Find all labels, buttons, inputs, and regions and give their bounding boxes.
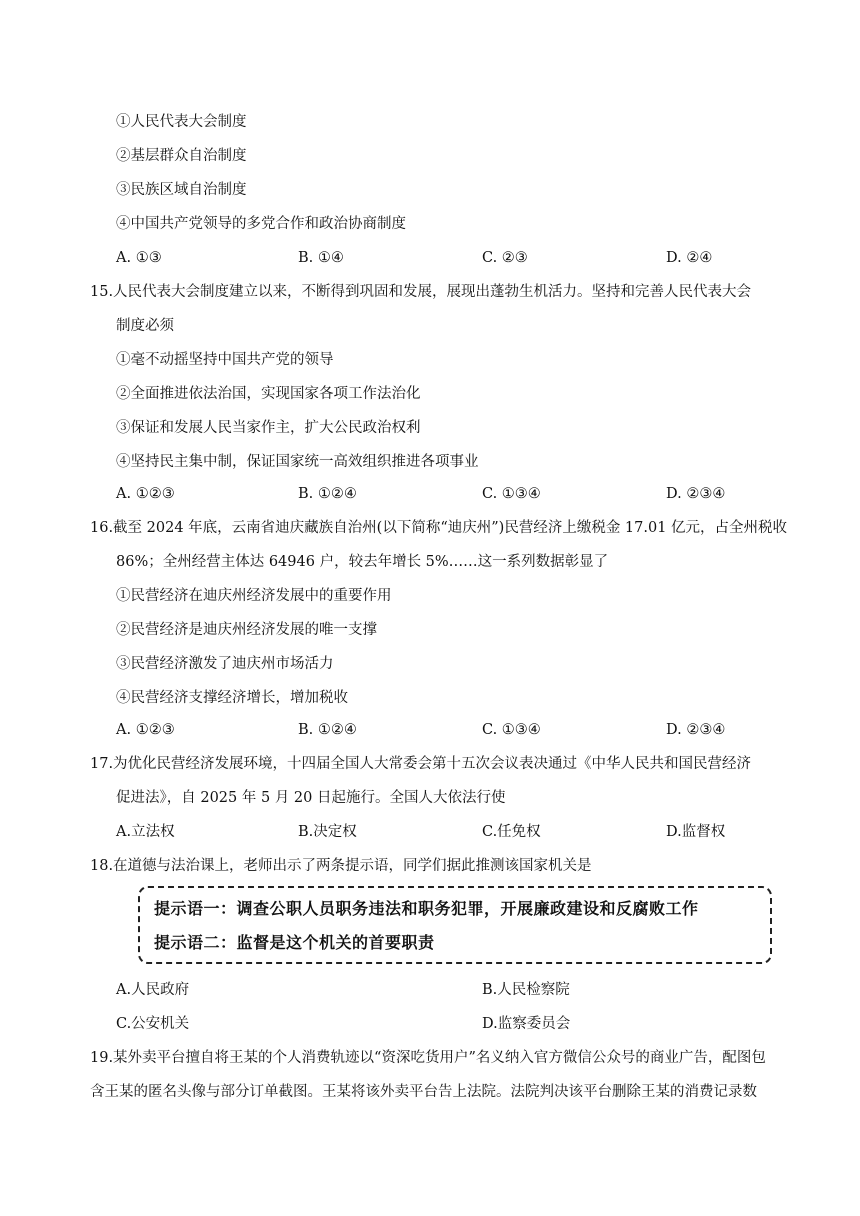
q16-stem-line1: 16.截至 2024 年底，云南省迪庆藏族自治州(以下简称“迪庆州”)民营经济上缴税金 17.01 亿元，占全州税收 <box>90 520 788 536</box>
q14-option-d: D. ②④ <box>666 250 713 266</box>
q15-stem-line2: 制度必须 <box>116 318 174 334</box>
q15-item-4: ④坚持民主集中制，保证国家统一高效组织推进各项事业 <box>116 454 479 470</box>
q17-stem-line1: 17.为优化民营经济发展环境，十四届全国人大常委会第十五次会议表决通过《中华人民共和国民营经济 <box>90 756 752 772</box>
q16-option-a: A. ①②③ <box>116 722 175 738</box>
q15-stem-line1: 15.人民代表大会制度建立以来，不断得到巩固和发展，展现出蓬勃生机活力。坚持和完善人民代表大会 <box>90 284 752 300</box>
q14-option-c: C. ②③ <box>482 250 528 266</box>
q15-item-3: ③保证和发展人民当家作主，扩大公民政治权利 <box>116 420 421 436</box>
q17-option-b: B.决定权 <box>298 824 357 840</box>
q15-option-b: B. ①②④ <box>298 486 357 502</box>
q18-option-b: B.人民检察院 <box>482 982 570 998</box>
q15-option-d: D. ②③④ <box>666 486 726 502</box>
q18-option-c: C.公安机关 <box>116 1016 190 1032</box>
q14-item-3: ③民族区域自治制度 <box>116 182 247 198</box>
q16-item-2: ②民营经济是迪庆州经济发展的唯一支撑 <box>116 622 377 638</box>
q15-option-a: A. ①②③ <box>116 486 175 502</box>
q17-option-a: A.立法权 <box>116 824 175 840</box>
q14-option-a: A. ①③ <box>116 250 162 266</box>
hint-1: 提示语一：调查公职人员职务违法和职务犯罪，开展廉政建设和反腐败工作 <box>154 899 699 918</box>
q19-stem-line2: 含王某的匿名头像与部分订单截图。王某将该外卖平台告上法院。法院判决该平台删除王某的消费记录数 <box>90 1084 757 1100</box>
q17-option-c: C.任免权 <box>482 824 541 840</box>
q18-stem: 18.在道德与法治课上，老师出示了两条提示语，同学们据此推测该国家机关是 <box>90 858 592 874</box>
q16-option-c: C. ①③④ <box>482 722 541 738</box>
q15-option-c: C. ①③④ <box>482 486 541 502</box>
q18-option-a: A.人民政府 <box>116 982 190 998</box>
q14-item-4: ④中国共产党领导的多党合作和政治协商制度 <box>116 216 406 232</box>
q16-item-1: ①民营经济在迪庆州经济发展中的重要作用 <box>116 588 392 604</box>
q14-option-b: B. ①④ <box>298 250 344 266</box>
q19-stem-line1: 19.某外卖平台擅自将王某的个人消费轨迹以“资深吃货用户”名义纳入官方微信公众号的商业广告，配图包 <box>90 1050 766 1066</box>
q15-item-1: ①毫不动摇坚持中国共产党的领导 <box>116 352 334 368</box>
q17-stem-line2: 促进法》，自 2025 年 5 月 20 日起施行。全国人大依法行使 <box>116 790 506 806</box>
q18-option-d: D.监察委员会 <box>482 1016 571 1032</box>
q16-item-4: ④民营经济支撑经济增长，增加税收 <box>116 690 348 706</box>
q16-item-3: ③民营经济激发了迪庆州市场活力 <box>116 656 334 672</box>
hint-box <box>138 886 772 964</box>
q14-item-2: ②基层群众自治制度 <box>116 148 247 164</box>
q16-stem-line2: 86%；全州经营主体达 64946 户，较去年增长 5%……这一系列数据彰显了 <box>116 554 609 570</box>
q14-item-1: ①人民代表大会制度 <box>116 114 247 130</box>
q16-option-d: D. ②③④ <box>666 722 726 738</box>
q16-option-b: B. ①②④ <box>298 722 357 738</box>
hint-2: 提示语二：监督是这个机关的首要职责 <box>154 933 435 952</box>
q15-item-2: ②全面推进依法治国，实现国家各项工作法治化 <box>116 386 421 402</box>
q17-option-d: D.监督权 <box>666 824 726 840</box>
